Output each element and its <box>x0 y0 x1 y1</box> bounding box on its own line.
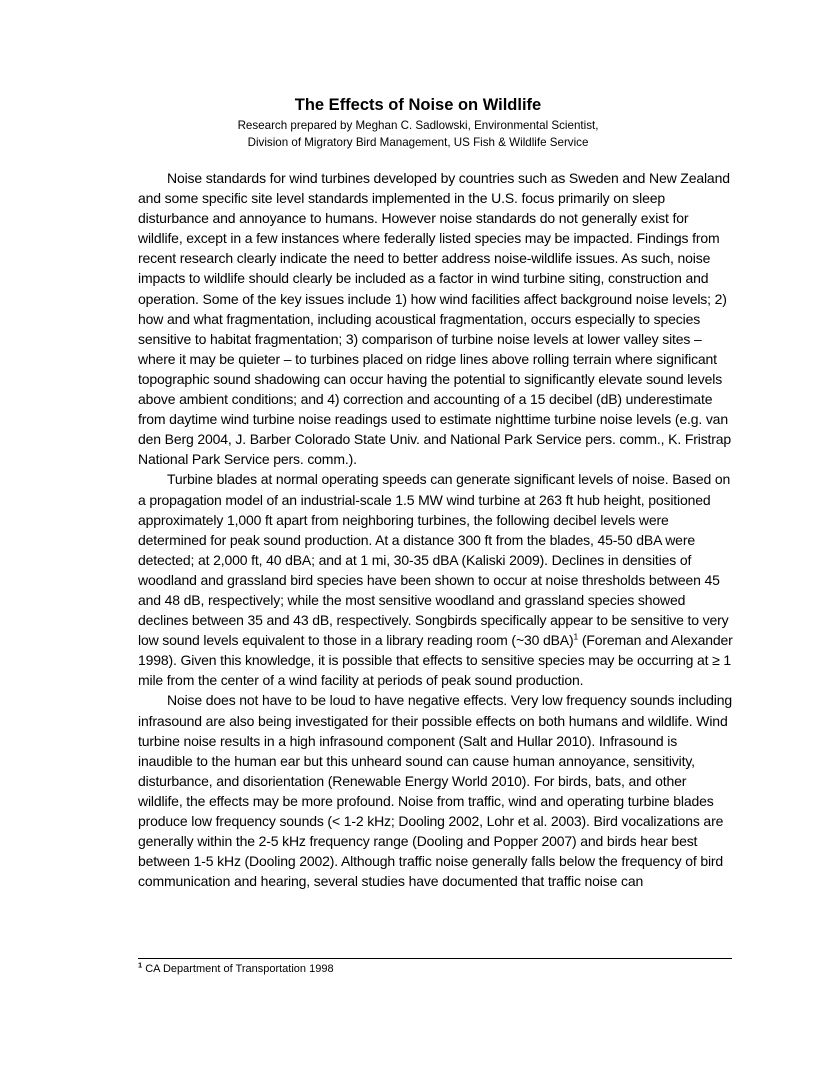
paragraph-2-text-before-ref: Turbine blades at normal operating speeds can generate significant levels of noise. Based on a propagation model of an industrial-scale 1.5 MW wind turbine at 263 ft hub height, positioned approximately 1,000 ft apart from neighboring turbines, the following decibel levels were determined for peak sound production. At a distance 300 ft from the blades, 45-50 dBA were detected; at 2,000 ft, 40 dBA; and at 1 mi, 30-35 dBA (Kaliski 2009). Declines in densities of woodland and grassland bird species have been shown to occur at noise thresholds between 45 and 48 dB, respectively; while the most sensitive woodland and grassland species showed declines between 35 and 43 dB, respectively. Songbirds specifically appear to be sensitive to very low sound levels equivalent to those in a library reading room (~30 dBA) <box>138 471 731 649</box>
paragraph-2 <box>138 469 734 690</box>
paragraph-1: Noise standards for wind turbines developed by countries such as Sweden and New Zealand and some specific site level standards implemented in the U.S. focus primarily on sleep disturbance and annoyance to humans. However noise standards do not generally exist for wildlife, except in a few instances where federally listed species may be impacted. Findings from recent research clearly indicate the need to better address noise-wildlife issues. As such, noise impacts to wildlife should clearly be included as a factor in wind turbine siting, construction and operation. Some of the key issues include 1) how wind facilities affect background noise levels; 2) how and what fragmentation, including acoustical fragmentation, occurs especially to species sensitive to habitat fragmentation; 3) comparison of turbine noise levels at lower valley sites – where it may be quieter – to turbines placed on ridge lines above rolling terrain where significant topographic sound shadowing can occur having the potential to significantly elevate sound levels above ambient conditions; and 4) correction and accounting of a 15 decibel (dB) underestimate from daytime wind turbine noise readings used to estimate nighttime turbine noise levels (e.g. van den Berg 2004, J. Barber Colorado State Univ. and National Park Service pers. comm., K. Fristrap National Park Service pers. comm.). <box>138 170 732 468</box>
footnote-divider <box>138 958 732 959</box>
paragraph-2-text-after-ref: (Foreman and Alexander 1998). Given this knowledge, it is possible that effects to sensitive species may be occurring at ≥ 1 mile from the center of a wind facility at periods of peak sound production. <box>138 632 733 689</box>
footnote-number: 1 <box>138 960 143 970</box>
document-title: The Effects of Noise on Wildlife <box>294 96 542 114</box>
document-subtitle-line-1: Research prepared by Meghan C. Sadlowski, Environmental Scientist, <box>237 119 599 132</box>
document-subtitle-line-2: Division of Migratory Bird Management, US Fish & Wildlife Service <box>247 136 589 149</box>
footnote-text: CA Department of Transportation 1998 <box>142 963 334 975</box>
footnote-reference: 1 <box>573 631 579 642</box>
document-body <box>138 168 734 891</box>
footnote <box>138 962 334 976</box>
paragraph-3: Noise does not have to be loud to have negative effects. Very low frequency sounds including infrasound are also being investigated for their possible effects on both humans and wildlife. Wind turbine noise results in a high infrasound component (Salt and Hullar 2010). Infrasound is inaudible to the human ear but this unheard sound can cause human annoyance, sensitivity, disturbance, and disorientation (Renewable Energy World 2010). For birds, bats, and other wildlife, the effects may be more profound. Noise from traffic, wind and operating turbine blades produce low frequency sounds (< 1-2 kHz; Dooling 2002, Lohr et al. 2003). Bird vocalizations are generally within the 2-5 kHz frequency range (Dooling and Popper 2007) and birds hear best between 1-5 kHz (Dooling 2002). Although traffic noise generally falls below the frequency of bird communication and hearing, several studies have documented that traffic noise can <box>138 692 732 890</box>
